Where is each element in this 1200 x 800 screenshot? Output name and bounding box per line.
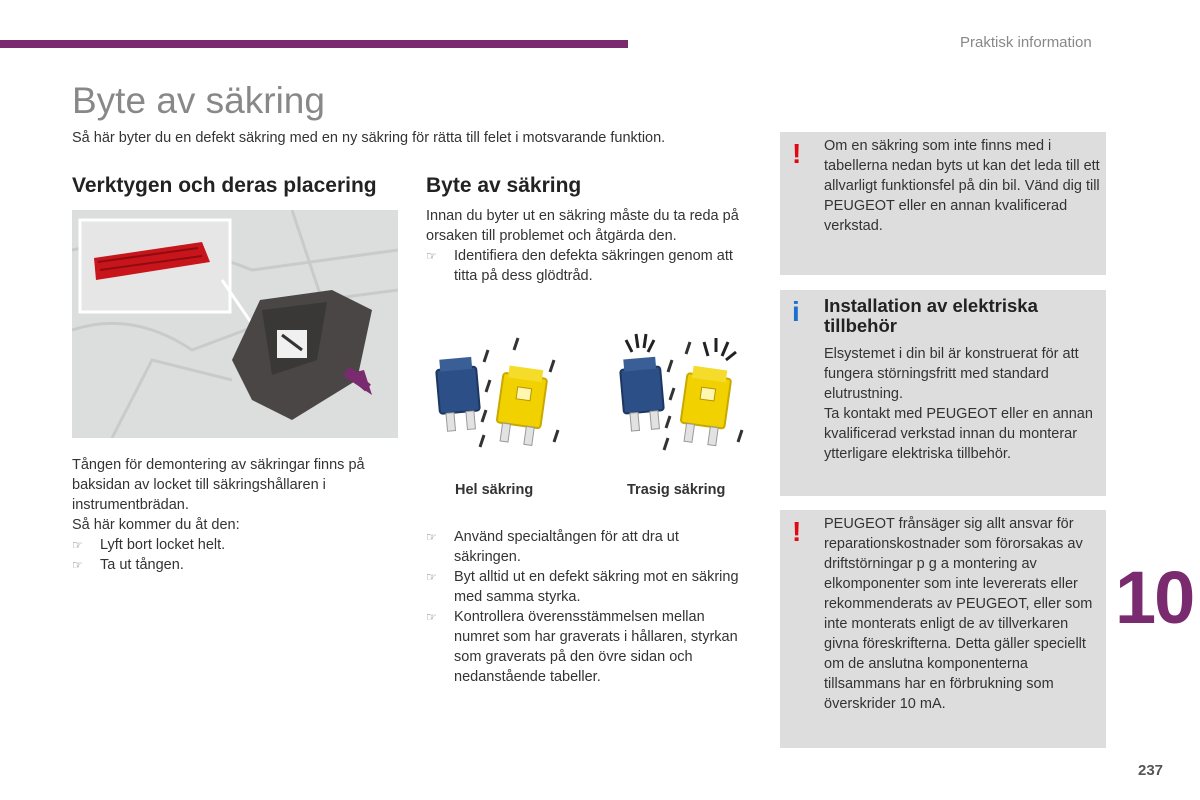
list-item bbox=[72, 535, 382, 555]
tools-text bbox=[72, 455, 382, 575]
list-item bbox=[426, 567, 746, 607]
list-item bbox=[426, 246, 746, 286]
warning-box bbox=[780, 510, 1106, 748]
hand-pointer-icon: ☞ bbox=[72, 538, 83, 552]
list-item bbox=[426, 607, 746, 687]
page-number: 237 bbox=[1138, 762, 1164, 779]
change-intro bbox=[426, 206, 746, 286]
list-item bbox=[72, 555, 382, 575]
page-title: Byte av säkring bbox=[72, 80, 325, 121]
chapter-number: 10 bbox=[1115, 556, 1194, 639]
hand-pointer-icon: ☞ bbox=[426, 530, 437, 544]
exclamation-icon: ! bbox=[792, 516, 802, 547]
list-item bbox=[426, 527, 746, 567]
intro-text: Så här byter du en defekt säkring med en ny säkring för rätta till felet i motsvarande funktion. bbox=[72, 130, 666, 146]
info-heading: Installation av elektriska tillbehör bbox=[824, 295, 1038, 336]
warning-box bbox=[780, 132, 1106, 275]
fuse-broken-label: Trasig säkring bbox=[627, 482, 726, 498]
hand-pointer-icon: ☞ bbox=[426, 570, 437, 584]
info-paragraph: Elsystemet i din bil är konstruerat för att fungera störningsfritt med standard elutrustning. bbox=[824, 346, 1079, 402]
fuse-broken-illustration bbox=[612, 330, 752, 460]
change-steps bbox=[426, 527, 746, 687]
tools-paragraph: Tången för demontering av säkringar finns på baksidan av locket till säkringshållaren i instrumentbrädan. bbox=[72, 457, 365, 513]
change-heading: Byte av säkring bbox=[426, 174, 582, 197]
exclamation-icon: ! bbox=[792, 138, 802, 169]
warning-text: PEUGEOT frånsäger sig allt ansvar för reparationskostnader som förorsakas av driftstörningar p g a montering av elkomponenter som inte levererats eller rekommenderats av PEUGEOT, eller som inte monterats enligt de av tillverkaren givna föreskrifterna. Detta gäller speciellt om de anslutna komponenterna tillsammans har en förbrukning som överskrider 10 mA. bbox=[824, 516, 1093, 712]
bullet-text: Ta ut tången. bbox=[100, 557, 184, 573]
fuse-good-label: Hel säkring bbox=[455, 482, 534, 498]
info-icon: i bbox=[792, 296, 800, 327]
header-accent-bar bbox=[0, 40, 628, 48]
bullet-text: Använd specialtången för att dra ut säkringen. bbox=[454, 529, 679, 565]
bullet-text: Identifiera den defekta säkringen genom att titta på dess glödtråd. bbox=[454, 248, 733, 284]
tools-heading: Verktygen och deras placering bbox=[72, 174, 377, 197]
bullet-text: Kontrollera överensstämmelsen mellan numret som har graverats i hållaren, styrkan som graverats på den övre sidan och nedanstående tabeller. bbox=[454, 609, 738, 685]
fuse-box-illustration bbox=[72, 210, 398, 438]
info-paragraph: Ta kontakt med PEUGEOT eller en annan kvalificerad verkstad innan du monterar ytterligare elektriska tillbehör. bbox=[824, 406, 1093, 462]
hand-pointer-icon: ☞ bbox=[426, 249, 437, 263]
hand-pointer-icon: ☞ bbox=[72, 558, 83, 572]
info-text bbox=[824, 344, 1100, 464]
bullet-text: Byt alltid ut en defekt säkring mot en säkring med samma styrka. bbox=[454, 569, 739, 605]
warning-text: Om en säkring som inte finns med i tabellerna nedan byts ut kan det leda till ett allvarligt funktionsfel på din bil. Vänd dig till PEUGEOT eller en annan kvalificerad verkstad. bbox=[824, 138, 1100, 234]
info-box bbox=[780, 290, 1106, 496]
hand-pointer-icon: ☞ bbox=[426, 610, 437, 624]
fuse-good-illustration bbox=[430, 330, 570, 460]
section-title: Praktisk information bbox=[960, 34, 1092, 51]
bullet-text: Lyft bort locket helt. bbox=[100, 537, 226, 553]
tools-access-text: Så här kommer du åt den: bbox=[72, 517, 240, 533]
change-paragraph: Innan du byter ut en säkring måste du ta reda på orsaken till problemet och åtgärda den. bbox=[426, 208, 739, 244]
